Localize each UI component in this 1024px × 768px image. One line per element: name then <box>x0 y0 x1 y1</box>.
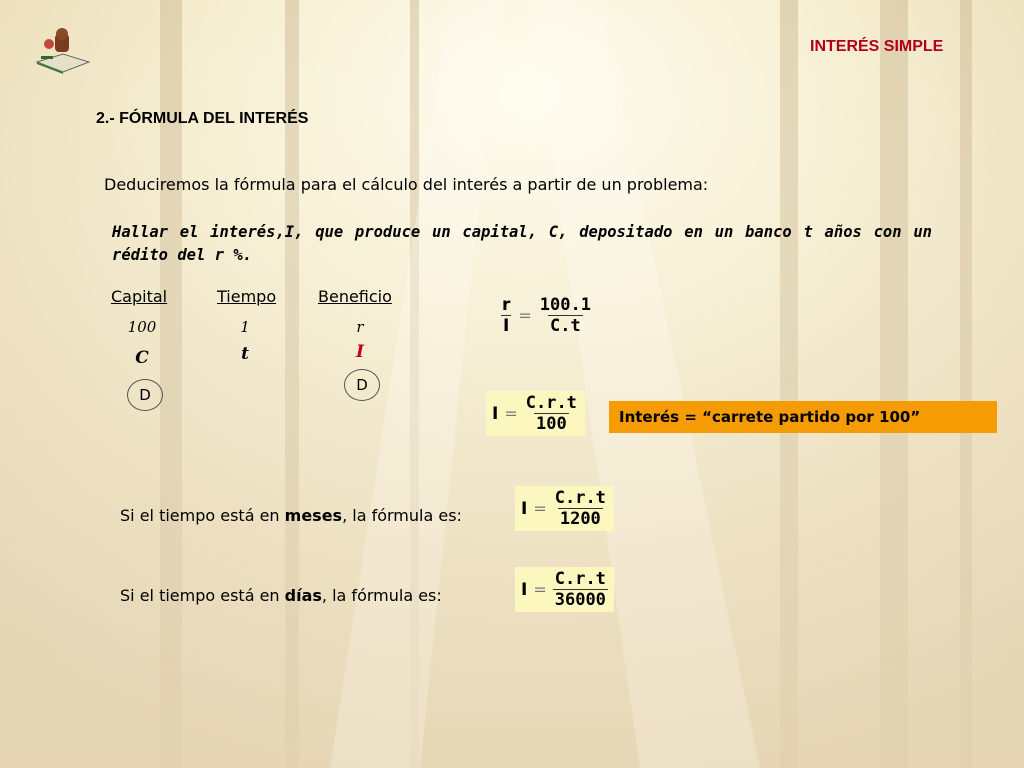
months-formula-fraction <box>553 488 608 529</box>
intro-text: Deduciremos la fórmula para el cálculo del interés a partir de un problema: <box>104 175 709 194</box>
main-formula-fraction <box>524 393 579 434</box>
months-note-suffix: , la fórmula es: <box>342 506 462 525</box>
problem-statement: Hallar el interés,I, que produce un capital, C, depositado en un banco t años con un rédito del r %. <box>112 223 932 264</box>
column-header-beneficio: Beneficio <box>318 287 392 306</box>
cell-tiempo-t: t <box>241 344 249 364</box>
months-note-prefix: Si el tiempo está en <box>120 506 285 525</box>
column-header-capital: Capital <box>111 287 168 306</box>
proportion-formula <box>500 295 593 336</box>
equals-sign: = <box>533 499 547 518</box>
slide-title: INTERÉS SIMPLE <box>810 38 944 55</box>
mnemonic-box: Interés = “carrete partido por 100” <box>609 401 997 433</box>
cell-tiempo-1: 1 <box>240 318 250 336</box>
months-note-unit: meses <box>284 506 343 525</box>
days-formula-denominator: 36000 <box>554 590 606 610</box>
cell-beneficio-i: I <box>356 342 364 362</box>
main-formula-numerator: C.r.t <box>525 393 577 413</box>
formula-lhs: I <box>521 498 528 519</box>
months-formula-denominator: 1200 <box>559 509 601 529</box>
proportion-rhs-fraction <box>538 295 593 336</box>
equals-sign: = <box>533 580 547 599</box>
proportion-rhs-numerator: 100.1 <box>539 295 591 315</box>
column-header-tiempo: Tiempo <box>217 287 277 306</box>
days-formula-fraction <box>553 569 608 610</box>
direct-proportion-circle-beneficio: D <box>344 369 380 401</box>
cell-capital-100: 100 <box>127 318 157 336</box>
formula-lhs: I <box>492 403 499 424</box>
days-note <box>120 586 442 605</box>
months-formula-numerator: C.r.t <box>554 488 606 508</box>
months-note <box>120 506 462 525</box>
months-formula <box>515 486 614 531</box>
equals-sign: = <box>518 306 532 325</box>
main-formula-denominator: 100 <box>535 414 567 434</box>
equals-sign: = <box>504 404 518 423</box>
cell-capital-c: C <box>135 348 149 368</box>
days-note-suffix: , la fórmula es: <box>321 586 442 605</box>
proportion-lhs-denominator: I <box>503 316 510 336</box>
days-formula <box>515 567 614 612</box>
days-note-prefix: Si el tiempo está en <box>120 586 285 605</box>
section-heading: 2.- FÓRMULA DEL INTERÉS <box>96 110 309 127</box>
cell-beneficio-r: r <box>356 318 364 336</box>
direct-proportion-circle-capital: D <box>127 379 163 411</box>
proportion-lhs-numerator: r <box>502 295 511 315</box>
proportion-lhs-fraction <box>500 295 512 336</box>
formula-lhs: I <box>521 579 528 600</box>
days-note-unit: días <box>284 586 322 605</box>
days-formula-numerator: C.r.t <box>554 569 606 589</box>
proportion-rhs-denominator: C.t <box>550 316 581 336</box>
main-interest-formula <box>486 391 585 436</box>
math-book-icon <box>33 26 93 74</box>
